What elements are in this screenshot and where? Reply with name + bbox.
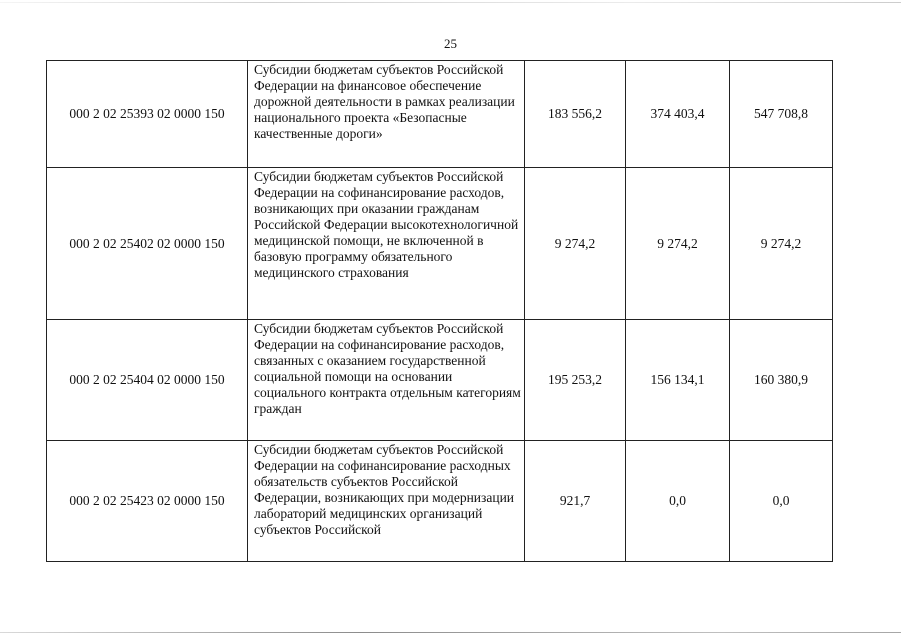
amount-cell-1: 195 253,2 — [525, 320, 626, 441]
amount-cell-2: 0,0 — [626, 441, 730, 562]
table-row — [47, 61, 833, 168]
amount-cell-2: 9 274,2 — [626, 168, 730, 320]
table-row — [47, 168, 833, 320]
amount-cell-3: 9 274,2 — [730, 168, 833, 320]
scan-edge-top — [0, 2, 901, 3]
description-cell — [248, 441, 525, 562]
description-text: Субсидии бюджетам субъектов Российской Федерации на финансовое обеспечение дорожной деятельности в рамках реализации национального проекта «Безопасные качественные дороги» — [254, 62, 515, 141]
description-cell — [248, 320, 525, 441]
budget-code-cell: 000 2 02 25404 02 0000 150 — [47, 320, 248, 441]
amount-cell-1: 9 274,2 — [525, 168, 626, 320]
table-row — [47, 441, 833, 562]
scan-edge-bottom — [0, 632, 901, 633]
amount-cell-3: 160 380,9 — [730, 320, 833, 441]
amount-cell-2: 374 403,4 — [626, 61, 730, 168]
amount-cell-1: 183 556,2 — [525, 61, 626, 168]
budget-code-cell: 000 2 02 25423 02 0000 150 — [47, 441, 248, 562]
amount-cell-1: 921,7 — [525, 441, 626, 562]
table-row — [47, 320, 833, 441]
budget-code-cell: 000 2 02 25393 02 0000 150 — [47, 61, 248, 168]
amount-cell-2: 156 134,1 — [626, 320, 730, 441]
description-text: Субсидии бюджетам субъектов Российской Федерации на софинансирование расходов, возникающих при оказании гражданам Российской Федерации высокотехнологичной медицинской помощи, не включенной в базовую программу обязательного медицинского страхования — [254, 169, 519, 280]
page-number: 25 — [444, 36, 457, 51]
description-cell — [248, 61, 525, 168]
amount-cell-3: 547 708,8 — [730, 61, 833, 168]
budget-code-cell: 000 2 02 25402 02 0000 150 — [47, 168, 248, 320]
description-cell — [248, 168, 525, 320]
amount-cell-3: 0,0 — [730, 441, 833, 562]
description-text: Субсидии бюджетам субъектов Российской Федерации на софинансирование расходных обязательств субъектов Российской Федерации, возникающих при модернизации лабораторий медицинских организаций субъектов Российской — [254, 442, 515, 537]
budget-table — [46, 60, 833, 562]
description-text: Субсидии бюджетам субъектов Российской Федерации на софинансирование расходов, связанных с оказанием государственной социальной помощи на основании социального контракта отдельным категориям граждан — [254, 321, 521, 416]
